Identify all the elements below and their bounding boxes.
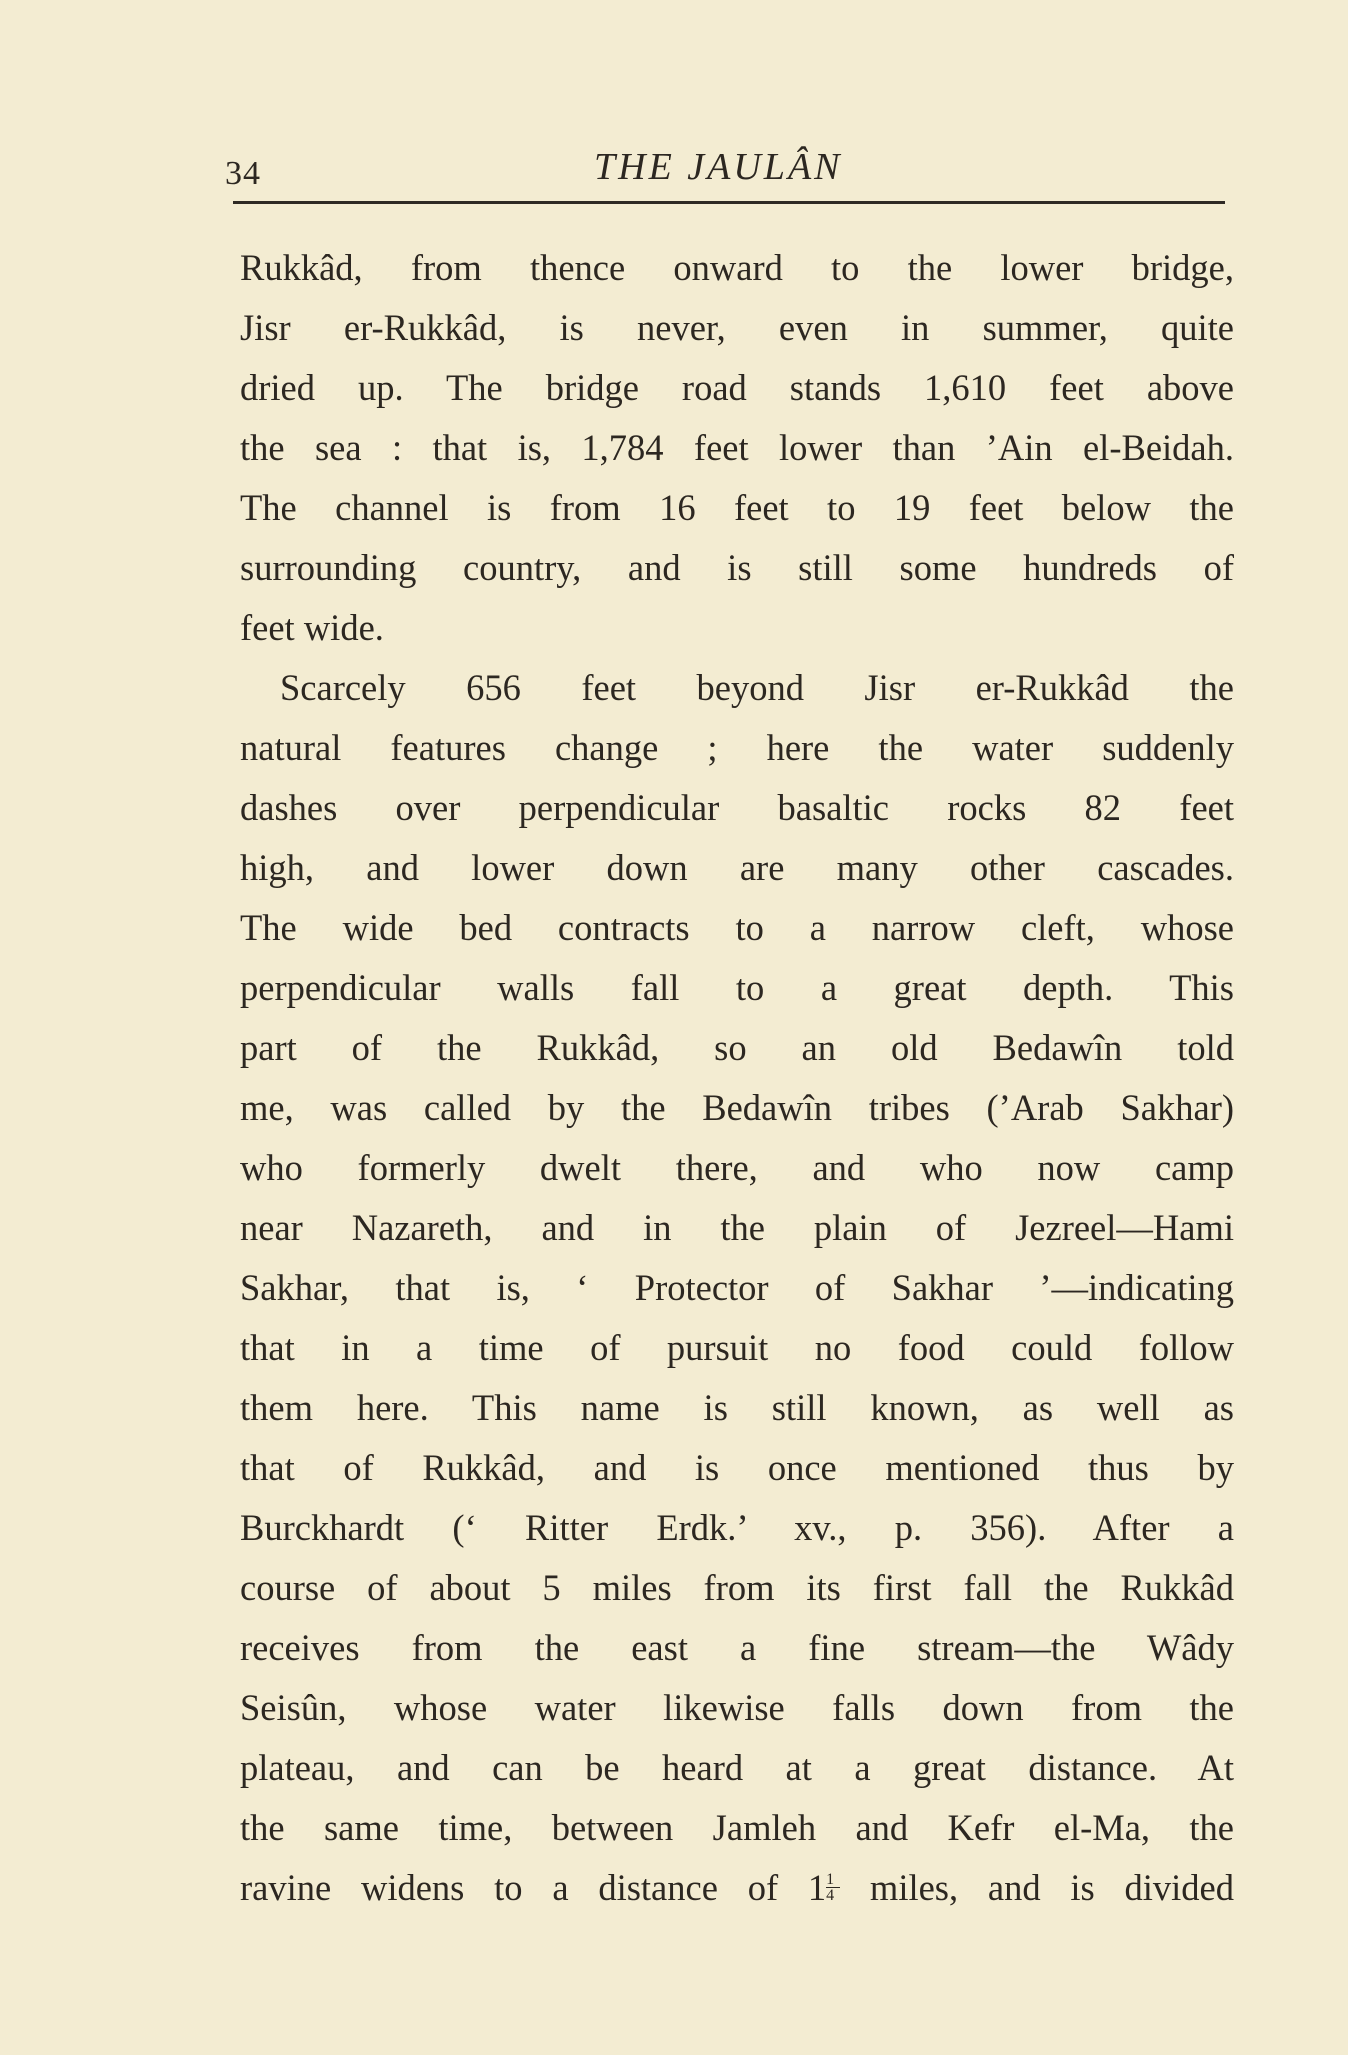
text-line: course of about 5 miles from its first fall the Rukkâd <box>240 1567 1234 1608</box>
text-line: plateau, and can be heard at a great distance. At <box>240 1747 1234 1788</box>
text-line: feet wide. <box>240 607 384 648</box>
text-line: dashes over perpendicular basaltic rocks 82 feet <box>240 787 1234 828</box>
text-line: that of Rukkâd, and is once mentioned thus by <box>240 1447 1234 1488</box>
body-text <box>240 238 1234 1918</box>
text-line: Seisûn, whose water likewise falls down from the <box>240 1687 1234 1728</box>
text-line: Sakhar, that is, ‘ Protector of Sakhar ’—indicating <box>240 1267 1234 1308</box>
text-line: that in a time of pursuit no food could follow <box>240 1327 1234 1368</box>
text-line: perpendicular walls fall to a great depth. This <box>240 967 1234 1008</box>
text-line: natural features change ; here the water suddenly <box>240 727 1234 768</box>
text-line: the sea : that is, 1,784 feet lower than ’Ain el-Beidah. <box>240 427 1234 468</box>
page-number: 34 <box>225 155 261 192</box>
page-header <box>0 0 1348 240</box>
text-line: part of the Rukkâd, so an old Bedawîn told <box>240 1027 1234 1068</box>
fraction <box>826 1872 840 1903</box>
text-line: The wide bed contracts to a narrow cleft, whose <box>240 907 1234 948</box>
text-line: receives from the east a fine stream—the Wâdy <box>240 1627 1234 1668</box>
text-segment: ravine widens to a distance of 1 <box>240 1867 827 1908</box>
text-line: high, and lower down are many other cascades. <box>240 847 1234 888</box>
text-line: me, was called by the Bedawîn tribes (’Arab Sakhar) <box>240 1087 1234 1128</box>
text-line: the same time, between Jamleh and Kefr el-Ma, the <box>240 1807 1234 1848</box>
text-line: Rukkâd, from thence onward to the lower bridge, <box>240 247 1234 288</box>
fraction-denominator: 4 <box>826 1887 840 1903</box>
running-title: THE JAULÂN <box>594 146 843 188</box>
fraction-numerator: 1 <box>826 1871 835 1888</box>
text-line: The channel is from 16 feet to 19 feet below the <box>240 487 1234 528</box>
text-line: near Nazareth, and in the plain of Jezreel—Hami <box>240 1207 1234 1248</box>
text-line-last <box>240 1858 1234 1918</box>
text-line: Scarcely 656 feet beyond Jisr er-Rukkâd the <box>280 667 1234 708</box>
text-line: dried up. The bridge road stands 1,610 feet above <box>240 367 1234 408</box>
text-line: Jisr er-Rukkâd, is never, even in summer, quite <box>240 307 1234 348</box>
text-line: surrounding country, and is still some hundreds of <box>240 547 1234 588</box>
text-line: Burckhardt (‘ Ritter Erdk.’ xv., p. 356). After a <box>240 1507 1234 1548</box>
text-line: them here. This name is still known, as well as <box>240 1387 1234 1428</box>
header-rule <box>233 201 1225 204</box>
text-line: who formerly dwelt there, and who now camp <box>240 1147 1234 1188</box>
text-segment: miles, and is divided <box>840 1867 1234 1908</box>
